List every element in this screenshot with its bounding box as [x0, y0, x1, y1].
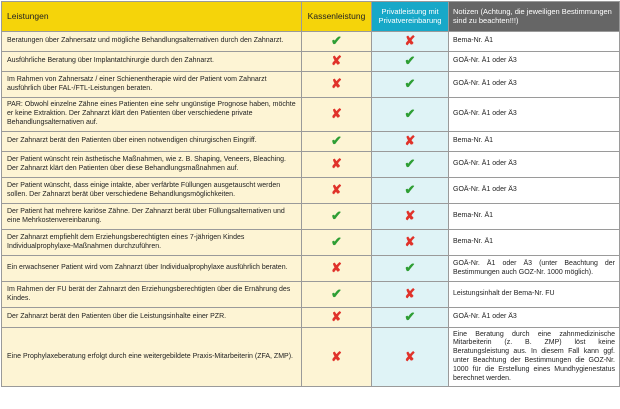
cross-icon: ✘	[331, 348, 342, 364]
row-description: Der Zahnarzt berät den Patienten über einen notwendigen chirurgischen Eingriff.	[2, 132, 302, 152]
privatleistung-cell	[372, 72, 449, 98]
cross-icon: ✘	[404, 33, 416, 49]
row-description: Ein erwachsener Patient wird vom Zahnarzt über Individualprophylaxe ausführlich beraten.	[2, 256, 302, 282]
row-description: Ausführliche Beratung über Implantatchirurgie durch den Zahnarzt.	[2, 52, 302, 72]
row-note: Bema-Nr. Ä1	[449, 32, 620, 52]
privatleistung-cell	[372, 256, 449, 282]
cross-icon: ✘	[404, 234, 416, 250]
checkmark-icon: ✔	[331, 234, 342, 250]
row-note: GOÄ-Nr. Ä1 oder Ä3	[449, 98, 620, 132]
row-note: Eine Beratung durch eine zahnmedizinische Mitarbeiterin (z. B. ZMP) löst keine Beratungsleistung aus. In diesem Fall kann ggf. unter Beachtung der Bestimmungen die GOZ-Nr. 1000 für die Erstellung eines Mundhygienestatus berechnet werden.	[449, 328, 620, 387]
checkmark-icon: ✔	[331, 33, 342, 49]
kassenleistung-cell	[302, 132, 372, 152]
privatleistung-cell	[372, 178, 449, 204]
kassenleistung-cell	[302, 32, 372, 52]
cross-icon: ✘	[404, 348, 416, 364]
header-notizen: Notizen (Achtung, die jeweiligen Bestimmungen sind zu beachten!!!)	[449, 2, 620, 32]
leistungen-table	[1, 1, 620, 387]
row-note: GOÄ-Nr. Ä1 oder Ä3	[449, 308, 620, 328]
cross-icon: ✘	[331, 156, 342, 172]
table-header-row	[2, 2, 620, 32]
cross-icon: ✘	[331, 182, 342, 198]
checkmark-icon: ✔	[331, 286, 342, 302]
row-note: GOÄ-Nr. Ä1 oder Ä3	[449, 72, 620, 98]
cross-icon: ✘	[331, 260, 342, 276]
privatleistung-cell	[372, 282, 449, 308]
row-description: Der Patient wünscht, dass einige intakte, aber verfärbte Füllungen ausgetauscht werden sollen. Der Zahnarzt berät über verschiedene Behandlungsmöglichkeiten.	[2, 178, 302, 204]
checkmark-icon: ✔	[404, 182, 416, 198]
row-note: GOÄ-Nr. Ä1 oder Ä3	[449, 52, 620, 72]
row-note: GOÄ-Nr. Ä1 oder Ä3	[449, 152, 620, 178]
header-privatleistung: Privatleistung mit Privatvereinbarung	[372, 2, 449, 32]
kassenleistung-cell	[302, 256, 372, 282]
table-body	[2, 32, 620, 387]
table-row	[2, 328, 620, 387]
cross-icon: ✘	[404, 286, 416, 302]
row-description: Im Rahmen der FU berät der Zahnarzt den Erziehungsberechtigten über die Ernährung des Kindes.	[2, 282, 302, 308]
privatleistung-cell	[372, 328, 449, 387]
checkmark-icon: ✔	[404, 53, 416, 69]
table-row	[2, 256, 620, 282]
table-row	[2, 178, 620, 204]
privatleistung-cell	[372, 32, 449, 52]
privatleistung-cell	[372, 98, 449, 132]
row-description: PAR: Obwohl einzelne Zähne eines Patienten eine sehr ungünstige Prognose haben, möchte er keine Extraktion. Der Zahnarzt klärt den Patienten über verschiedene private Behandlungsalternativen auf.	[2, 98, 302, 132]
cross-icon: ✘	[404, 208, 416, 224]
kassenleistung-cell	[302, 328, 372, 387]
row-description: Der Zahnarzt berät den Patienten über die Leistungsinhalte einer PZR.	[2, 308, 302, 328]
kassenleistung-cell	[302, 52, 372, 72]
row-note: Leistungsinhalt der Bema-Nr. FU	[449, 282, 620, 308]
checkmark-icon: ✔	[331, 208, 342, 224]
privatleistung-cell	[372, 152, 449, 178]
table-row	[2, 282, 620, 308]
kassenleistung-cell	[302, 72, 372, 98]
row-description: Der Patient wünscht rein ästhetische Maßnahmen, wie z. B. Shaping, Veneers, Bleaching. Der Zahnarzt klärt den Patienten über diese Behandlungsmaßnahmen auf.	[2, 152, 302, 178]
table-row	[2, 308, 620, 328]
row-description: Beratungen über Zahnersatz und mögliche Behandlungsalternativen durch den Zahnarzt.	[2, 32, 302, 52]
table-row	[2, 152, 620, 178]
kassenleistung-cell	[302, 204, 372, 230]
cross-icon: ✘	[331, 309, 342, 325]
kassenleistung-cell	[302, 178, 372, 204]
row-note: GOÄ-Nr. Ä1 oder Ä3	[449, 178, 620, 204]
table-row	[2, 72, 620, 98]
table-row	[2, 98, 620, 132]
cross-icon: ✘	[331, 53, 342, 69]
table-row	[2, 230, 620, 256]
header-kassenleistung: Kassenleistung	[302, 2, 372, 32]
row-description: Eine Prophylaxeberatung erfolgt durch eine weitergebildete Praxis-Mitarbeiterin (ZFA, ZMP).	[2, 328, 302, 387]
checkmark-icon: ✔	[404, 260, 416, 276]
privatleistung-cell	[372, 308, 449, 328]
kassenleistung-cell	[302, 230, 372, 256]
checkmark-icon: ✔	[331, 133, 342, 149]
checkmark-icon: ✔	[404, 106, 416, 122]
row-description: Der Zahnarzt empfiehlt dem Erziehungsberechtigten eines 7-jährigen Kindes Individualprophylaxe-Maßnahmen durchzuführen.	[2, 230, 302, 256]
privatleistung-cell	[372, 204, 449, 230]
table-row	[2, 132, 620, 152]
row-description: Der Patient hat mehrere kariöse Zähne. Der Zahnarzt berät über Füllungsalternativen und eine Mehrkostenvereinbarung.	[2, 204, 302, 230]
table-row	[2, 52, 620, 72]
checkmark-icon: ✔	[404, 76, 416, 92]
table-row	[2, 32, 620, 52]
row-note: Bema-Nr. Ä1	[449, 230, 620, 256]
row-note: Bema-Nr. Ä1	[449, 132, 620, 152]
privatleistung-cell	[372, 52, 449, 72]
kassenleistung-cell	[302, 152, 372, 178]
table-row	[2, 204, 620, 230]
cross-icon: ✘	[404, 133, 416, 149]
header-leistungen: Leistungen	[2, 2, 302, 32]
checkmark-icon: ✔	[404, 156, 416, 172]
privatleistung-cell	[372, 230, 449, 256]
row-note: Bema-Nr. Ä1	[449, 204, 620, 230]
cross-icon: ✘	[331, 106, 342, 122]
row-note: GOÄ-Nr. Ä1 oder Ä3 (unter Beachtung der Bestimmungen auch GOZ-Nr. 1000 möglich).	[449, 256, 620, 282]
kassenleistung-cell	[302, 282, 372, 308]
row-description: Im Rahmen von Zahnersatz / einer Schienentherapie wird der Patient vom Zahnarzt ausführlich über FAL-/FTL-Leistungen beraten.	[2, 72, 302, 98]
kassenleistung-cell	[302, 98, 372, 132]
cross-icon: ✘	[331, 76, 342, 92]
checkmark-icon: ✔	[404, 309, 416, 325]
kassenleistung-cell	[302, 308, 372, 328]
privatleistung-cell	[372, 132, 449, 152]
